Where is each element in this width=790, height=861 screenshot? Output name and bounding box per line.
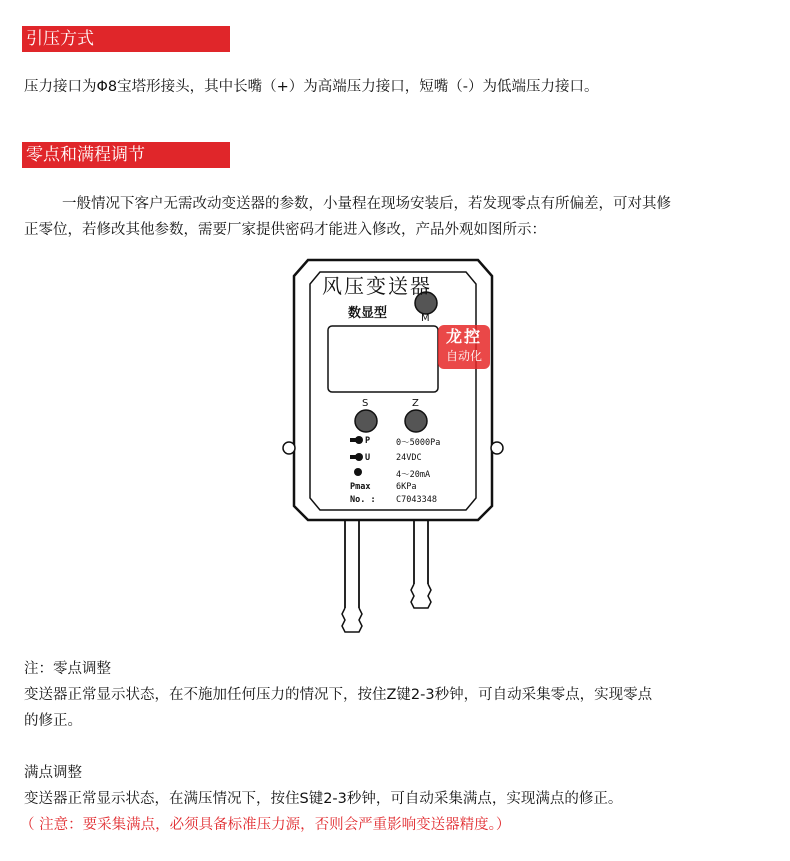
device-title: 风压变送器 — [322, 274, 432, 298]
section-header-zero-span: 零点和满程调节 — [22, 142, 230, 168]
z-button[interactable] — [405, 410, 427, 432]
zero-span-text-line1: 一般情况下客户无需改动变送器的参数，小量程在现场安装后，若发现零点有所偏差，可对其修 — [62, 196, 671, 212]
spec-value-output: 4～20mA — [396, 470, 431, 480]
watermark-line2: 自动化 — [445, 349, 482, 363]
zero-span-text-line2: 正零位，若修改其他参数，需要厂家提供密码才能进入修改，产品外观如图所示： — [24, 222, 546, 238]
spec-value-range: 0～5000Pa — [396, 438, 441, 448]
full-adjust-title: 满点调整 — [24, 765, 82, 781]
m-button-label: M — [421, 313, 430, 324]
z-button-label: Z — [412, 398, 419, 409]
transmitter-drawing — [278, 258, 508, 650]
transmitter-diagram — [278, 258, 508, 650]
spec-icon-p: P — [365, 436, 371, 446]
device-subtitle: 数显型 — [348, 306, 388, 321]
spec-value-pmax: 6KPa — [396, 482, 417, 492]
spec-value-serial: C7043348 — [396, 495, 437, 505]
zero-adjust-title: 注：零点调整 — [24, 661, 111, 677]
spec-label-no: No. : — [350, 495, 376, 505]
s-button-label: S — [362, 398, 369, 409]
brand-watermark — [438, 325, 490, 369]
full-adjust-note: （ 注意：要采集满点，必须具备标准压力源，否则会严重影响变送器精度。） — [20, 817, 511, 833]
s-button[interactable] — [355, 410, 377, 432]
spec-icon-u: U — [365, 453, 371, 463]
spec-value-supply: 24VDC — [396, 453, 422, 463]
zero-adjust-line1: 变送器正常显示状态，在不施加任何压力的情况下，按住Z键2-3秒钟，可自动采集零点，实现零点 — [24, 687, 653, 703]
watermark-line1: 龙控 — [445, 327, 482, 346]
pressure-method-text: 压力接口为Φ8宝塔形接头，其中长嘴（+）为高端压力接口，短嘴（-）为低端压力接口。 — [24, 79, 599, 95]
full-adjust-line1: 变送器正常显示状态，在满压情况下，按住S键2-3秒钟，可自动采集满点，实现满点的修正。 — [24, 791, 623, 807]
section-header-pressure-method: 引压方式 — [22, 26, 230, 52]
zero-adjust-line2: 的修正。 — [24, 713, 82, 729]
spec-label-pmax: Pmax — [350, 482, 371, 492]
